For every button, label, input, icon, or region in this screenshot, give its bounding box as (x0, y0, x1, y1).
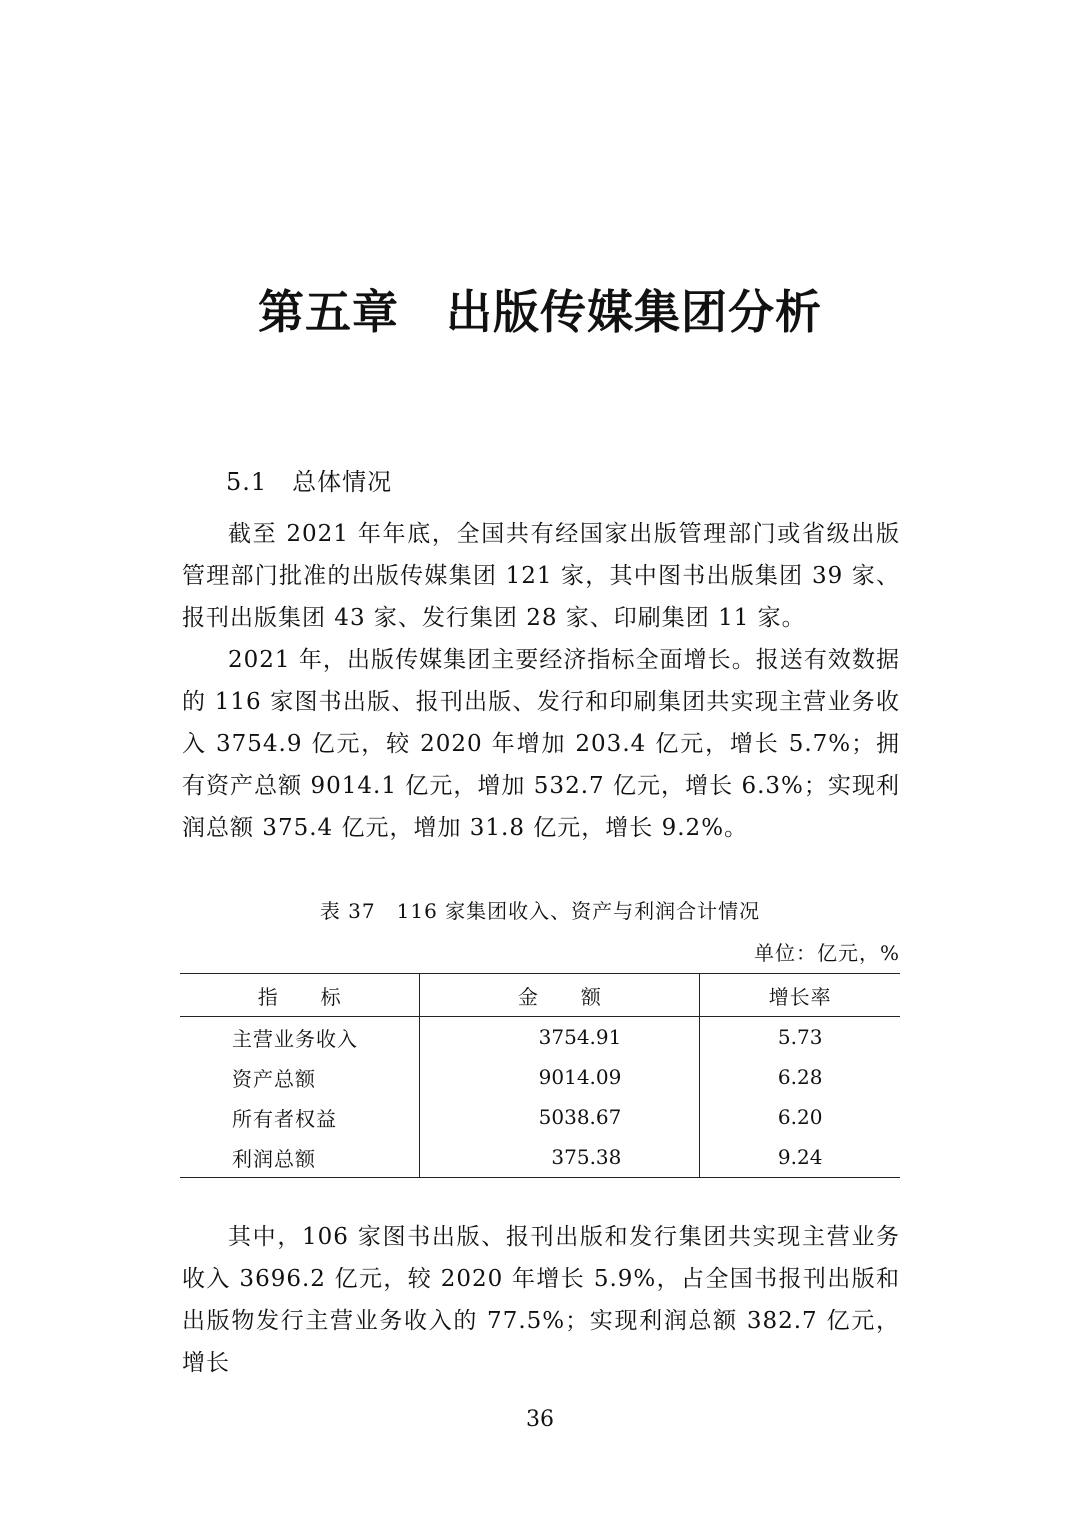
table-header (180, 974, 900, 1017)
table-body (180, 1017, 900, 1178)
section-heading: 5.1 总体情况 (226, 468, 393, 496)
cell-indicator: 主营业务收入 (232, 1026, 358, 1051)
table-row (180, 1057, 900, 1097)
table-row (180, 1097, 900, 1137)
cell-growth-rate: 9.24 (700, 1137, 900, 1178)
cell-amount: 5038.67 (420, 1097, 700, 1137)
paragraph-subset-groups: 其中，106 家图书出版、报刊出版和发行集团共实现主营业务收入 3696.2 亿元，较 2020 年增长 5.9%，占全国书报刊出版和出版物发行主营业务收入的 77.5%；实现利润总额 382.7 亿元，增长 (182, 1224, 900, 1376)
paragraph-overview: 截至 2021 年年底，全国共有经国家出版管理部门或省级出版管理部门批准的出版传媒集团 121 家，其中图书出版集团 39 家、报刊出版集团 43 家、发行集团 28 家、印刷集团 11 家。 (182, 521, 900, 631)
chapter-title: 第五章 出版传媒集团分析 (258, 285, 822, 339)
summary-table (180, 973, 900, 1178)
page-number: 36 (526, 1407, 554, 1432)
table-header-row (180, 974, 900, 1017)
cell-amount: 9014.09 (420, 1057, 700, 1097)
header-indicator: 指 标 (180, 974, 420, 1017)
header-amount: 金 额 (420, 974, 700, 1017)
cell-indicator: 所有者权益 (232, 1106, 337, 1131)
cell-growth-rate: 5.73 (700, 1017, 900, 1058)
cell-amount: 3754.91 (420, 1017, 700, 1058)
table-row (180, 1017, 900, 1058)
table-caption: 表 37 116 家集团收入、资产与利润合计情况 (319, 899, 761, 923)
table-row (180, 1137, 900, 1178)
table-unit: 单位：亿元，% (753, 941, 900, 965)
cell-growth-rate: 6.28 (700, 1057, 900, 1097)
header-growth-rate: 增长率 (700, 974, 900, 1017)
cell-amount: 375.38 (420, 1137, 700, 1178)
cell-indicator: 资产总额 (232, 1066, 316, 1091)
paragraph-economic-indicators: 2021 年，出版传媒集团主要经济指标全面增长。报送有效数据的 116 家图书出版、报刊出版、发行和印刷集团共实现主营业务收入 3754.9 亿元，较 2020 年增加 203.4 亿元，增长 5.7%；拥有资产总额 9014.1 亿元，增加 532.7 亿元，增长 6.3%；实现利润总额 375.4 亿元，增加 31.8 亿元，增长 9.2%。 (182, 647, 900, 841)
cell-growth-rate: 6.20 (700, 1097, 900, 1137)
cell-indicator: 利润总额 (180, 1137, 420, 1178)
